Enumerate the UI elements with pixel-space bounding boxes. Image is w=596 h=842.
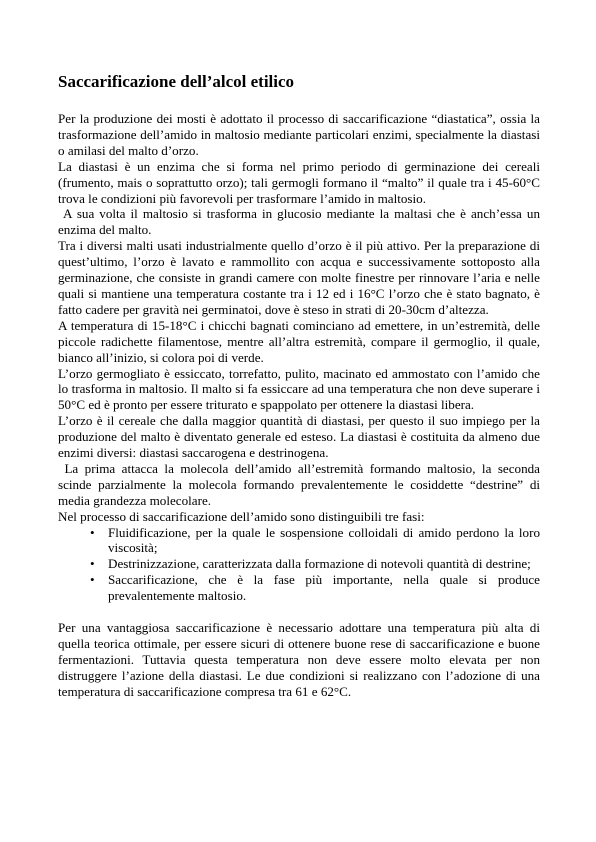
spacer [58, 604, 540, 620]
paragraph: Per la produzione dei mosti è adottato il processo di saccarificazione “diastatica”, ossia la trasformazione dell’amido in maltosio mediante particolari enzimi, specialmente la diastasi o amilasi del malto d’orzo. [58, 111, 540, 158]
bullet-icon: • [90, 572, 95, 588]
list-item [90, 524, 540, 557]
list-item [90, 572, 540, 604]
paragraph: L’orzo è il cereale che dalla maggior quantità di diastasi, per questo il suo impiego per la produzione del malto è diventato generale ed esteso. La diastasi è costituita da almeno due enzimi diversi: diastasi saccarogena e destrinogena. [58, 413, 540, 461]
list-item-text: Fluidificazione, per la quale le sospensione colloidali di amido perdono la loro viscosità; [108, 524, 540, 556]
list-item [90, 556, 540, 572]
bullet-icon: • [90, 556, 95, 572]
closing-paragraph: Per una vantaggiosa saccarificazione è necessario adottare una temperatura più alta di quella teorica ottimale, per essere sicuri di ottenere buone rese di saccarificazione e buone fermentazioni. Tuttavia questa temperatura non deve essere molto elevata per non distruggere l’azione della diastasi. Le due condizioni si realizzano con l’adozione di una temperatura di saccarificazione compresa tra 61 e 62°C. [58, 620, 540, 699]
paragraph: La prima attacca la molecola dell’amido all’estremità formando maltosio, la seconda scinde parzialmente la molecola formando prevalentemente le cosiddette “destrine” di media grandezza molecolare. [58, 460, 544, 508]
paragraph: La diastasi è un enzima che si forma nel primo periodo di germinazione dei cereali (frumento, mais o soprattutto orzo); tali germogli formano il “malto” il quale tra i 45-60°C trova le condizioni più favorevoli per trasformare l’amido in maltosio. [58, 158, 540, 206]
list-item-text: Destrinizzazione, caratterizzata dalla formazione di notevoli quantità di destrine; [108, 556, 531, 572]
document-page [58, 71, 544, 700]
paragraph: A temperatura di 15-18°C i chicchi bagnati cominciano ad emettere, in un’estremità, delle piccole radichette filamentose, mentre all’altra estremità, compare il germoglio, il quale, bianco all’inizio, si colora poi di verde. [58, 317, 540, 365]
bullet-icon: • [90, 524, 95, 540]
paragraph: Nel processo di saccarificazione dell’amido sono distinguibili tre fasi: [58, 508, 425, 524]
paragraph: Tra i diversi malti usati industrialmente quello d’orzo è il più attivo. Per la preparazione di quest’ultimo, l’orzo è lavato e rammollito con acqua e successivamente sottoposto alla germinazione, che consiste in grandi camere con molte finestre per rinnovare l’aria e nelle quali si mantiene una temperatura costante tra i 12 ed i 16°C l’orzo che è stato bagnato, è fatto cadere per gravità nei germinatoi, dove è steso in strati di 20-30cm d’altezza. [58, 238, 540, 317]
document-title: Saccarificazione dell’alcol etilico [58, 72, 295, 91]
phase-list [58, 525, 540, 605]
list-item-text: Saccarificazione, che è la fase più importante, nella quale si produce prevalentemente maltosio. [108, 572, 540, 604]
paragraph: L’orzo germogliato è essiccato, torrefatto, pulito, macinato ed ammostato con l’amido che lo trasforma in maltosio. Il malto si fa essiccare ad una temperatura che non deve superare i 50°C ed è pronto per essere triturato e spappolato per ottenere la diastasi libera. [58, 365, 540, 413]
paragraph: A sua volta il maltosio si trasforma in glucosio mediante la maltasi che è anch’essa un enzima del malto. [58, 206, 544, 238]
